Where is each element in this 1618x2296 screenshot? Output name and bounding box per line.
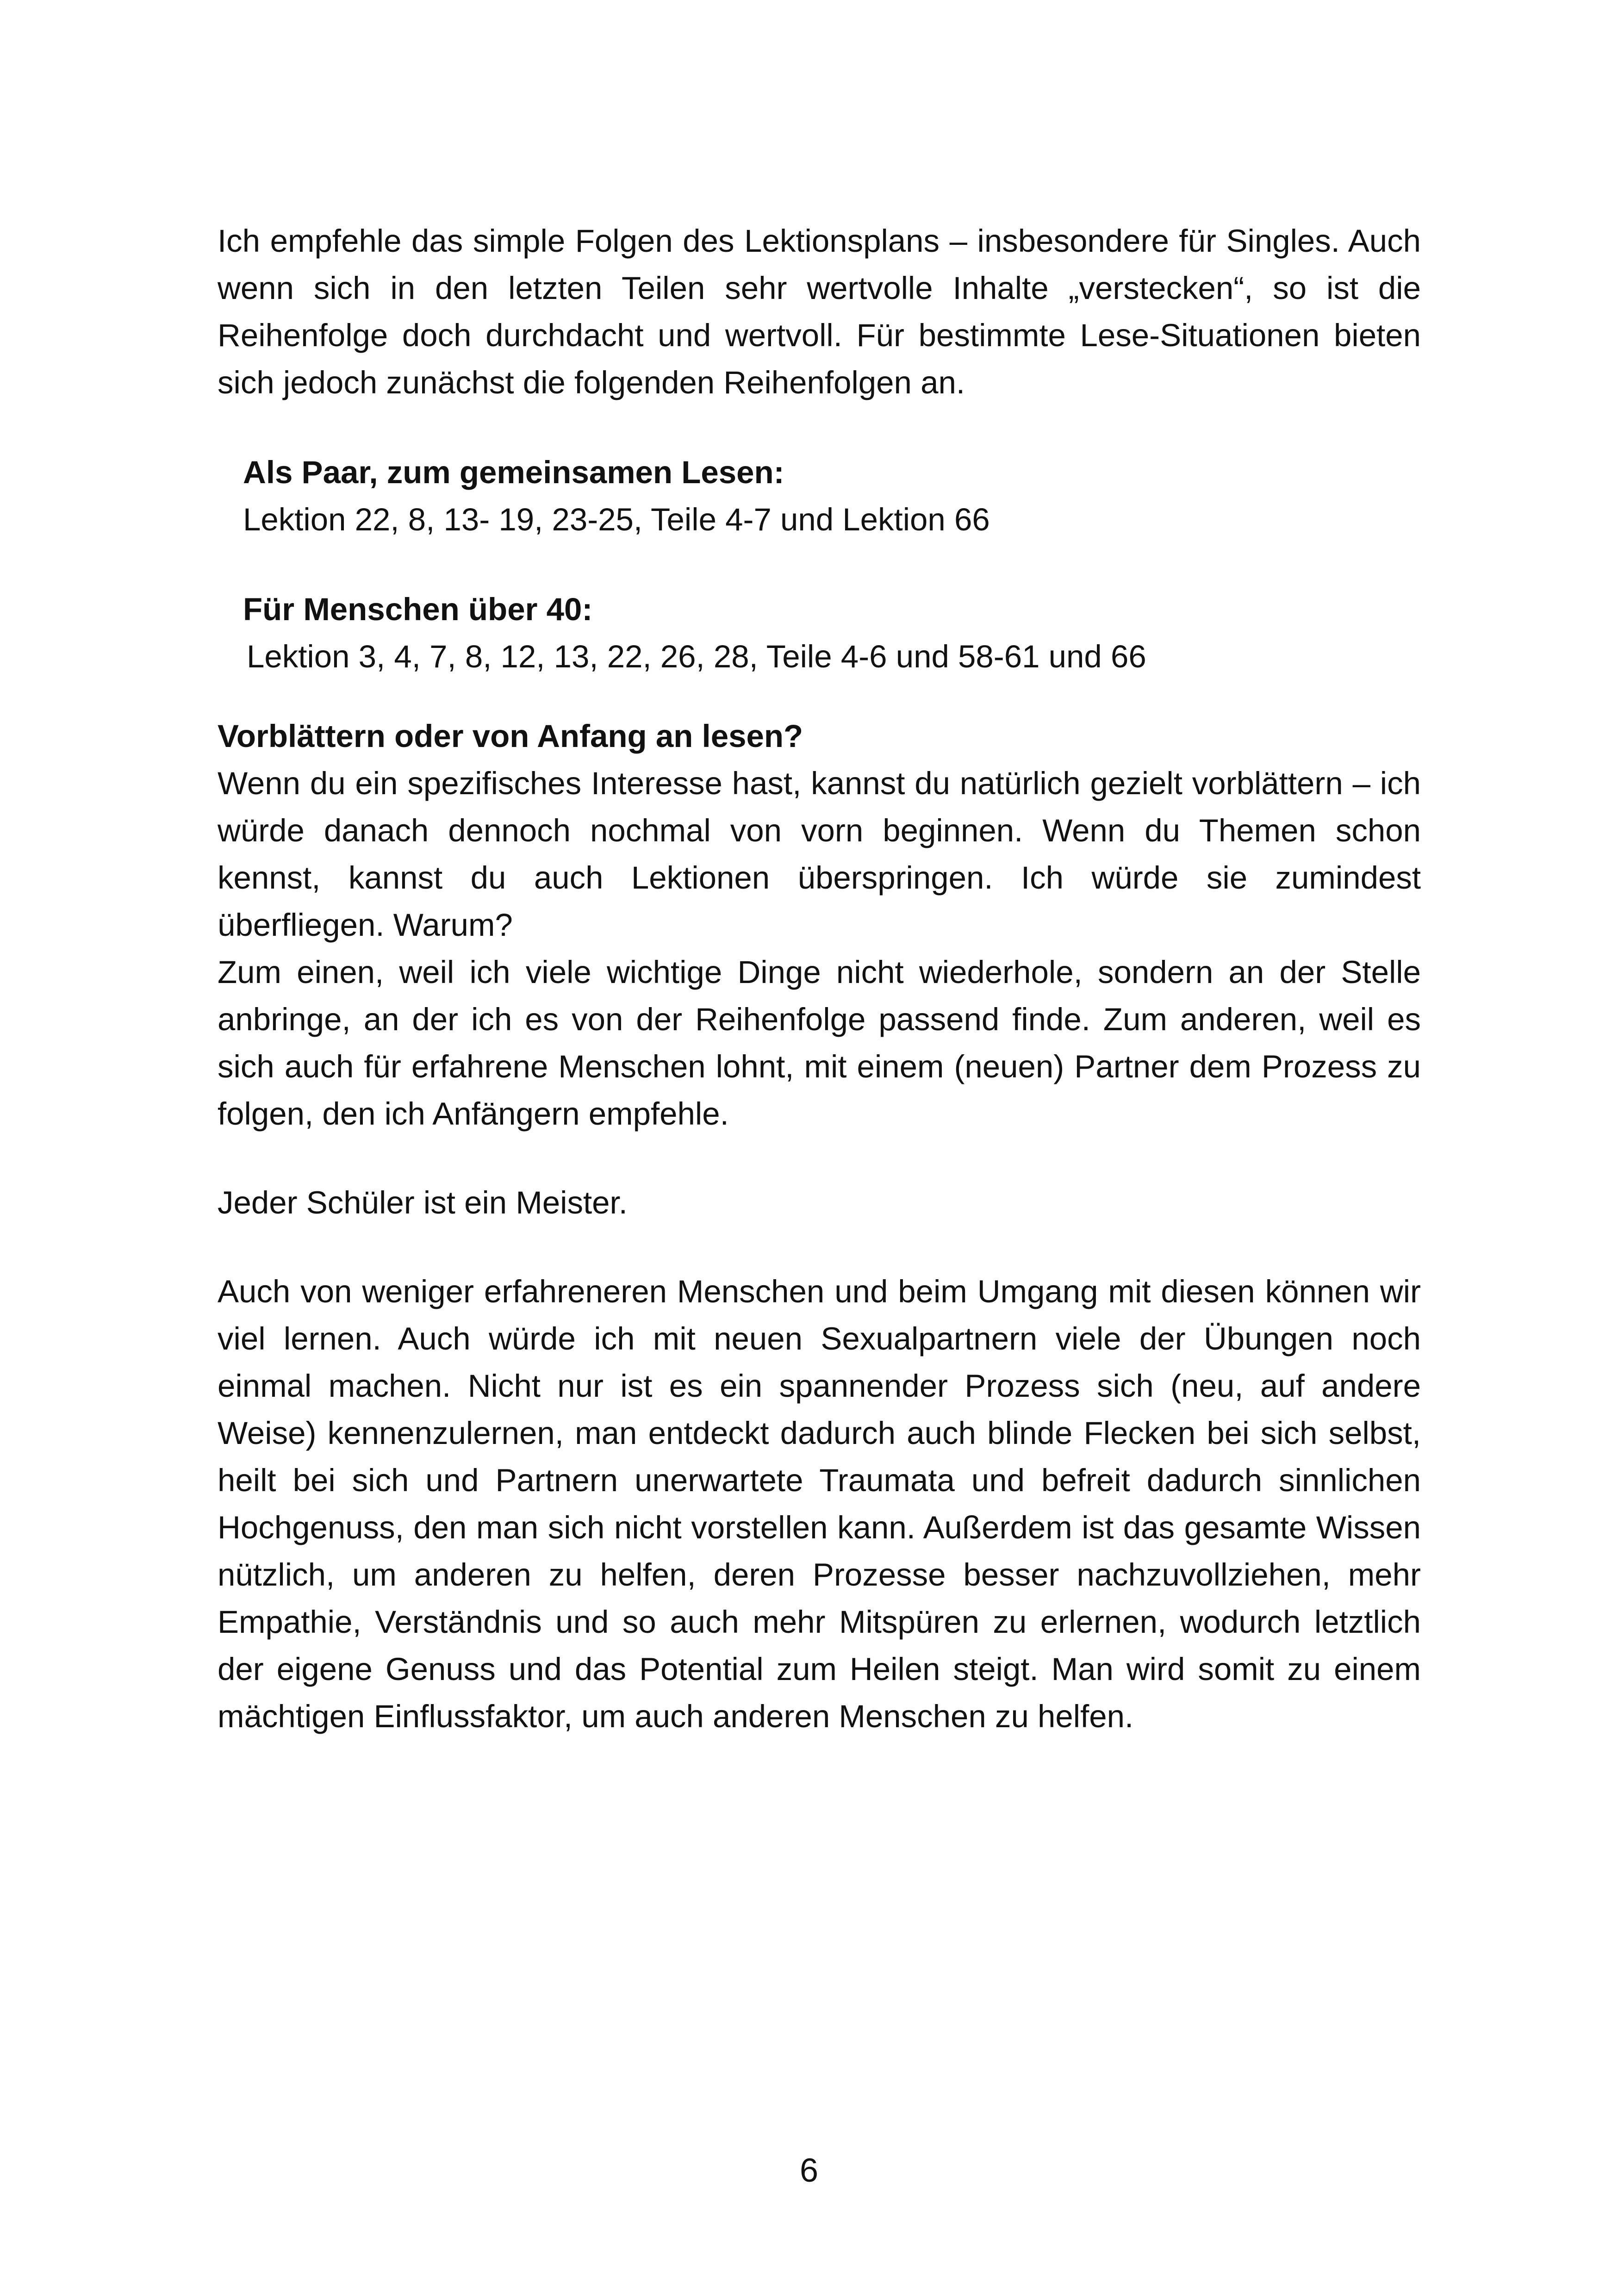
section-paragraph-2: Zum einen, weil ich viele wichtige Dinge nicht wiederhole, sondern an der Stelle anbringe, an der ich es von der Reihenfolge passend finde. Zum anderen, weil es sich auch für erfahrene Menschen lohnt, mit einem (neuen) Partner dem Prozess zu folgen, den ich Anfängern empfehle.: [218, 954, 1421, 1132]
page-number: 6: [799, 2152, 819, 2189]
closing-paragraph: Auch von weniger erfahreneren Menschen und beim Umgang mit diesen können wir viel lernen. Auch würde ich mit neuen Sexualpartnern viele der Übungen noch einmal machen. Nicht nur ist es ein spannender Prozess sich (neu, auf andere Weise) kennenzulernen, man entdeckt dadurch auch blinde Flecken bei sich selbst, heilt bei sich und Partnern unerwartete Traumata und befreit dadurch sinnlichen Hochgenuss, den man sich nicht vorstellen kann. Außerdem ist das gesamte Wissen nützlich, um anderen zu helfen, deren Prozesse besser nachzuvollziehen, mehr Empathie, Verständnis und so auch mehr Mitspüren zu erlernen, wodurch letztlich der eigene Genuss und das Potential zum Heilen steigt. Man wird somit zu einem mächtigen Einflussfaktor, um auch anderen Menschen zu helfen.: [218, 1274, 1421, 1734]
intro-paragraph: Ich empfehle das simple Folgen des Lektionsplans – insbesondere für Singles. Auch wenn sich in den letzten Teilen sehr wertvolle Inhalte „verstecken“, so ist die Reihenfolge doch durchdacht und wertvoll. Für bestimmte Lese-Situationen bieten sich jedoch zunächst die folgenden Reihenfolgen an.: [218, 223, 1421, 400]
recommendation-title: Als Paar, zum gemeinsamen Lesen:: [243, 454, 784, 490]
section-heading: Vorblättern oder von Anfang an lesen?: [218, 718, 803, 754]
recommendation-title: Für Menschen über 40:: [243, 591, 593, 627]
recommendation-lessons: Lektion 22, 8, 13- 19, 23-25, Teile 4-7 und Lektion 66: [243, 502, 990, 537]
page-body: [218, 218, 1421, 1740]
recommendation-couple: [243, 449, 1421, 543]
recommendation-over-40: [243, 586, 1421, 680]
quote-line: Jeder Schüler ist ein Meister.: [218, 1185, 628, 1220]
section-paragraph-1: Wenn du ein spezifisches Interesse hast, kannst du natürlich gezielt vorblättern – ich würde danach dennoch nochmal von vorn beginnen. Wenn du Themen schon kennst, kannst du auch Lektionen überspringen. Ich würde sie zumindest überfliegen. Warum?: [218, 765, 1421, 943]
section-reading-order: [218, 713, 1421, 1138]
recommendation-lessons: Lektion 3, 4, 7, 8, 12, 13, 22, 26, 28, Teile 4-6 und 58-61 und 66: [247, 639, 1146, 674]
